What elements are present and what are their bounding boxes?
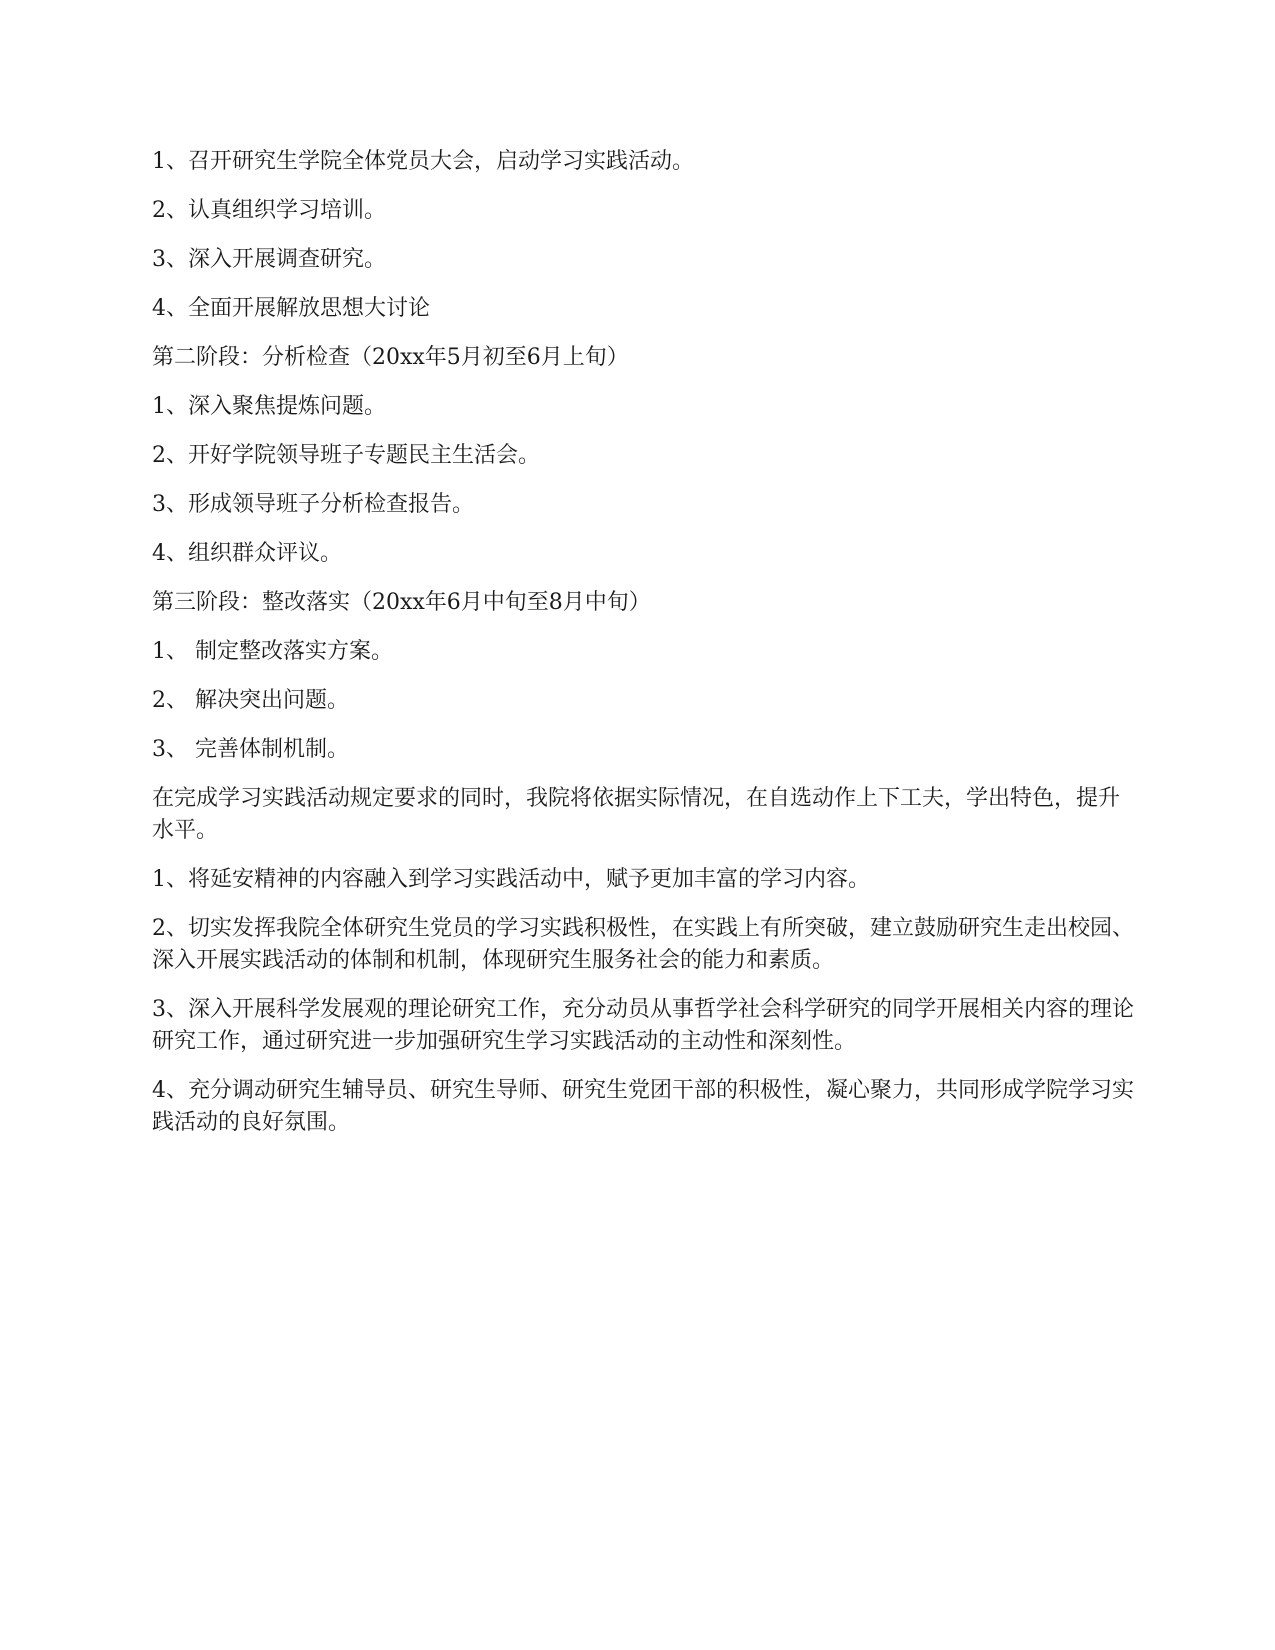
list-item: 3、深入开展调查研究。 xyxy=(152,247,386,272)
list-item: 1、深入聚焦提炼问题。 xyxy=(152,394,386,419)
list-item: 2、切实发挥我院全体研究生党员的学习实践积极性，在实践上有所突破，建立鼓励研究生走出校园、深入开展实践活动的体制和机制，体现研究生服务社会的能力和素质。 xyxy=(152,916,1135,973)
list-item: 4、充分调动研究生辅导员、研究生导师、研究生党团干部的积极性，凝心聚力，共同形成学院学习实践活动的良好氛围。 xyxy=(152,1078,1135,1135)
document-body xyxy=(152,146,1134,1156)
section-heading-stage-two: 第二阶段：分析检查（20xx年5月初至6月上旬） xyxy=(152,345,629,370)
list-item: 3、形成领导班子分析检查报告。 xyxy=(152,492,474,517)
list-item: 3、 完善体制机制。 xyxy=(152,737,349,762)
intro-paragraph: 在完成学习实践活动规定要求的同时，我院将依据实际情况，在自选动作上下工夫，学出特色，提升水平。 xyxy=(152,786,1121,843)
list-item: 1、召开研究生学院全体党员大会，启动学习实践活动。 xyxy=(152,149,694,174)
list-item: 4、组织群众评议。 xyxy=(152,541,342,566)
section-heading-stage-three: 第三阶段：整改落实（20xx年6月中旬至8月中旬） xyxy=(152,590,651,615)
list-item: 3、深入开展科学发展观的理论研究工作，充分动员从事哲学社会科学研究的同学开展相关内容的理论研究工作，通过研究进一步加强研究生学习实践活动的主动性和深刻性。 xyxy=(152,997,1135,1054)
list-item: 2、 解决突出问题。 xyxy=(152,688,349,713)
list-item: 2、认真组织学习培训。 xyxy=(152,198,386,223)
list-item: 1、 制定整改落实方案。 xyxy=(152,639,393,664)
list-item: 4、全面开展解放思想大讨论 xyxy=(152,296,430,321)
list-item: 1、将延安精神的内容融入到学习实践活动中，赋予更加丰富的学习内容。 xyxy=(152,867,870,892)
list-item: 2、开好学院领导班子专题民主生活会。 xyxy=(152,443,540,468)
